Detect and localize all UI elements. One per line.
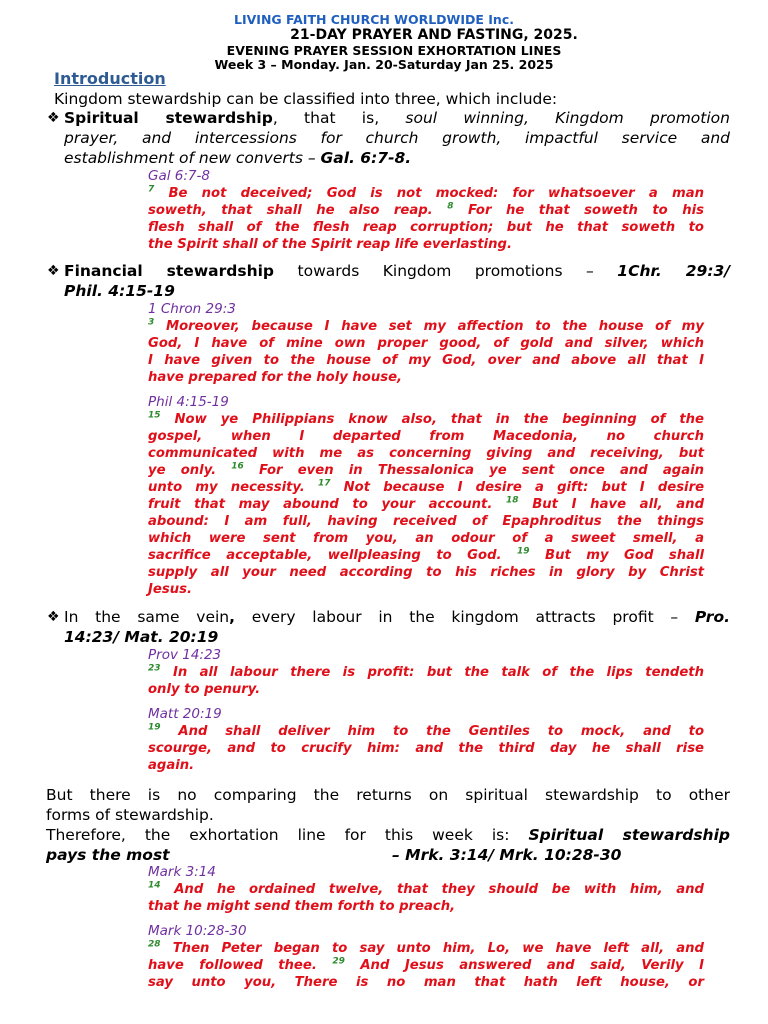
week-range: Week 3 – Monday. Jan. 20-Saturday Jan 25. 2025 xyxy=(214,57,554,72)
diamond-bullet-icon: ❖ xyxy=(47,110,60,126)
verse-line: communicated with me as concerning giving and receiving, but xyxy=(148,446,704,461)
point3-text-a: In the same vein xyxy=(64,608,230,626)
church-name: LIVING FAITH CHURCH WORLDWIDE Inc. xyxy=(234,12,514,27)
diamond-bullet-icon: ❖ xyxy=(47,609,60,625)
conclusion-line1: But there is no comparing the returns on spiritual stewardship to other xyxy=(46,786,730,804)
verse-number: 29 xyxy=(332,956,345,967)
verse-number: 18 xyxy=(506,495,519,506)
verse-line: fruit that may abound to your account. xyxy=(148,497,493,512)
intro-lead: Kingdom stewardship can be classified into three, which include: xyxy=(54,90,558,108)
verse-line: flesh shall of the flesh reap corruption; but he that soweth to xyxy=(148,220,704,235)
mark3-verse xyxy=(148,881,704,915)
matt-verse xyxy=(148,723,704,774)
verse-number: 15 xyxy=(148,410,161,421)
verse-line: And Jesus answered and said, Verily I xyxy=(360,958,705,973)
exhortation-line: Spiritual stewardship xyxy=(528,826,730,844)
verse-line: And shall deliver him to the Gentiles to mock, and to xyxy=(178,724,705,739)
gal-verse xyxy=(148,185,704,253)
point1-line3 xyxy=(64,148,411,168)
point3-line1 xyxy=(64,607,730,627)
verse-line: have followed thee. xyxy=(148,958,317,973)
verse-number: 3 xyxy=(148,317,155,328)
verse-line: gospel, when I departed from Macedonia, no church xyxy=(148,429,704,444)
point1-line1 xyxy=(64,108,730,128)
point2-bold: Financial stewardship xyxy=(64,262,275,280)
verse-line: sacrifice acceptable, wellpleasing to God. xyxy=(148,548,502,563)
verse-line: scourge, and to crucify him: and the third day he shall rise xyxy=(148,741,704,756)
verse-line: Jesus. xyxy=(148,582,192,597)
point2-ref2: Phil. 4:15-19 xyxy=(64,282,175,300)
matt-ref: Matt 20:19 xyxy=(148,706,222,722)
verse-line: ye only. xyxy=(148,463,217,478)
mark10-ref: Mark 10:28-30 xyxy=(148,923,247,939)
verse-line: have prepared for the holy house, xyxy=(148,370,403,385)
point3-comma: , xyxy=(229,608,236,626)
point2-rest: towards Kingdom promotions – xyxy=(297,262,594,280)
point2-ref1: 1Chr. 29:3/ xyxy=(617,262,730,280)
verse-line: soweth, that shall he also reap. xyxy=(148,203,433,218)
verse-line: which were sent from you, an odour of a sweet smell, a xyxy=(148,531,704,546)
verse-line: that he might send them forth to preach, xyxy=(148,899,456,914)
chron-ref: 1 Chron 29:3 xyxy=(148,301,236,317)
phil-ref: Phil 4:15-19 xyxy=(148,394,229,410)
point1-line1-rest: , that is, xyxy=(272,109,380,127)
verse-line: unto my necessity. xyxy=(148,480,305,495)
verse-number: 28 xyxy=(148,939,161,950)
verse-number: 17 xyxy=(317,478,331,489)
conclusion-line2: forms of stewardship. xyxy=(46,806,214,824)
point2-line1 xyxy=(64,261,730,281)
exhortation-refs: – Mrk. 3:14/ Mrk. 10:28-30 xyxy=(392,846,622,864)
verse-line: For he that soweth to his xyxy=(467,203,704,218)
verse-line: Not because I desire a gift: but I desire xyxy=(343,480,705,495)
chron-verse xyxy=(148,318,704,386)
verse-line: Moreover, because I have set my affection to the house of my xyxy=(166,319,704,334)
verse-number: 14 xyxy=(148,880,161,891)
verse-line: Then Peter began to say unto him, Lo, we have left all, and xyxy=(172,941,704,956)
verse-line: say unto you, There is no man that hath left house, or xyxy=(148,975,704,990)
exhortation-line-end: pays the most xyxy=(46,846,170,864)
diamond-bullet-icon: ❖ xyxy=(47,263,60,279)
introduction-heading: Introduction xyxy=(54,69,166,88)
point3-ref1: Pro. xyxy=(694,608,730,626)
point1-ref: Gal. 6:7-8. xyxy=(320,149,412,167)
verse-line: I have given to the house of my God, over and above all that I xyxy=(148,353,704,368)
verse-number: 7 xyxy=(148,184,155,195)
verse-line: abound: I am full, having received of Epaphroditus the things xyxy=(148,514,704,529)
conclusion-line3 xyxy=(46,825,730,845)
verse-line: For even in Thessalonica ye sent once and again xyxy=(259,463,705,478)
session-title: EVENING PRAYER SESSION EXHORTATION LINES xyxy=(226,43,562,58)
point1-line1-italic: soul winning, Kingdom promotion xyxy=(405,109,730,127)
verse-number: 19 xyxy=(148,722,161,733)
verse-line: Be not deceived; God is not mocked: for whatsoever a man xyxy=(168,186,704,201)
verse-number: 23 xyxy=(148,663,161,674)
point1-line3-italic: establishment of new converts – xyxy=(64,149,316,167)
phil-verse xyxy=(148,411,704,598)
mark3-ref: Mark 3:14 xyxy=(148,864,216,880)
point1-bold: Spiritual stewardship xyxy=(64,109,273,127)
gal-ref: Gal 6:7-8 xyxy=(148,168,210,184)
point1-line2: prayer, and intercessions for church growth, impactful service and xyxy=(64,129,730,147)
verse-number: 8 xyxy=(447,201,454,212)
verse-line: supply all your need according to his riches in glory by Christ xyxy=(148,565,704,580)
verse-line: But I have all, and xyxy=(532,497,705,512)
prov-ref: Prov 14:23 xyxy=(148,647,222,663)
verse-number: 16 xyxy=(231,461,244,472)
verse-line: But my God shall xyxy=(545,548,705,563)
point3-ref2: 14:23/ Mat. 20:19 xyxy=(64,628,219,646)
point3-text-b: every labour in the kingdom attracts profit – xyxy=(251,608,679,626)
mark10-verse xyxy=(148,940,704,991)
verse-line: God, I have of mine own proper good, of gold and silver, which xyxy=(148,336,704,351)
verse-line: the Spirit shall of the Spirit reap life everlasting. xyxy=(148,237,512,252)
verse-line: And he ordained twelve, that they should be with him, and xyxy=(174,882,705,897)
verse-number: 19 xyxy=(517,546,530,557)
program-title: 21-DAY PRAYER AND FASTING, 2025. xyxy=(290,27,578,43)
verse-line: Now ye Philippians know also, that in the beginning of the xyxy=(174,412,705,427)
verse-line: In all labour there is profit: but the talk of the lips tendeth xyxy=(172,665,704,680)
verse-line: again. xyxy=(148,758,195,773)
conclusion-line3a: Therefore, the exhortation line for this week is: xyxy=(46,826,510,844)
prov-verse xyxy=(148,664,704,698)
verse-line: only to penury. xyxy=(148,682,261,697)
